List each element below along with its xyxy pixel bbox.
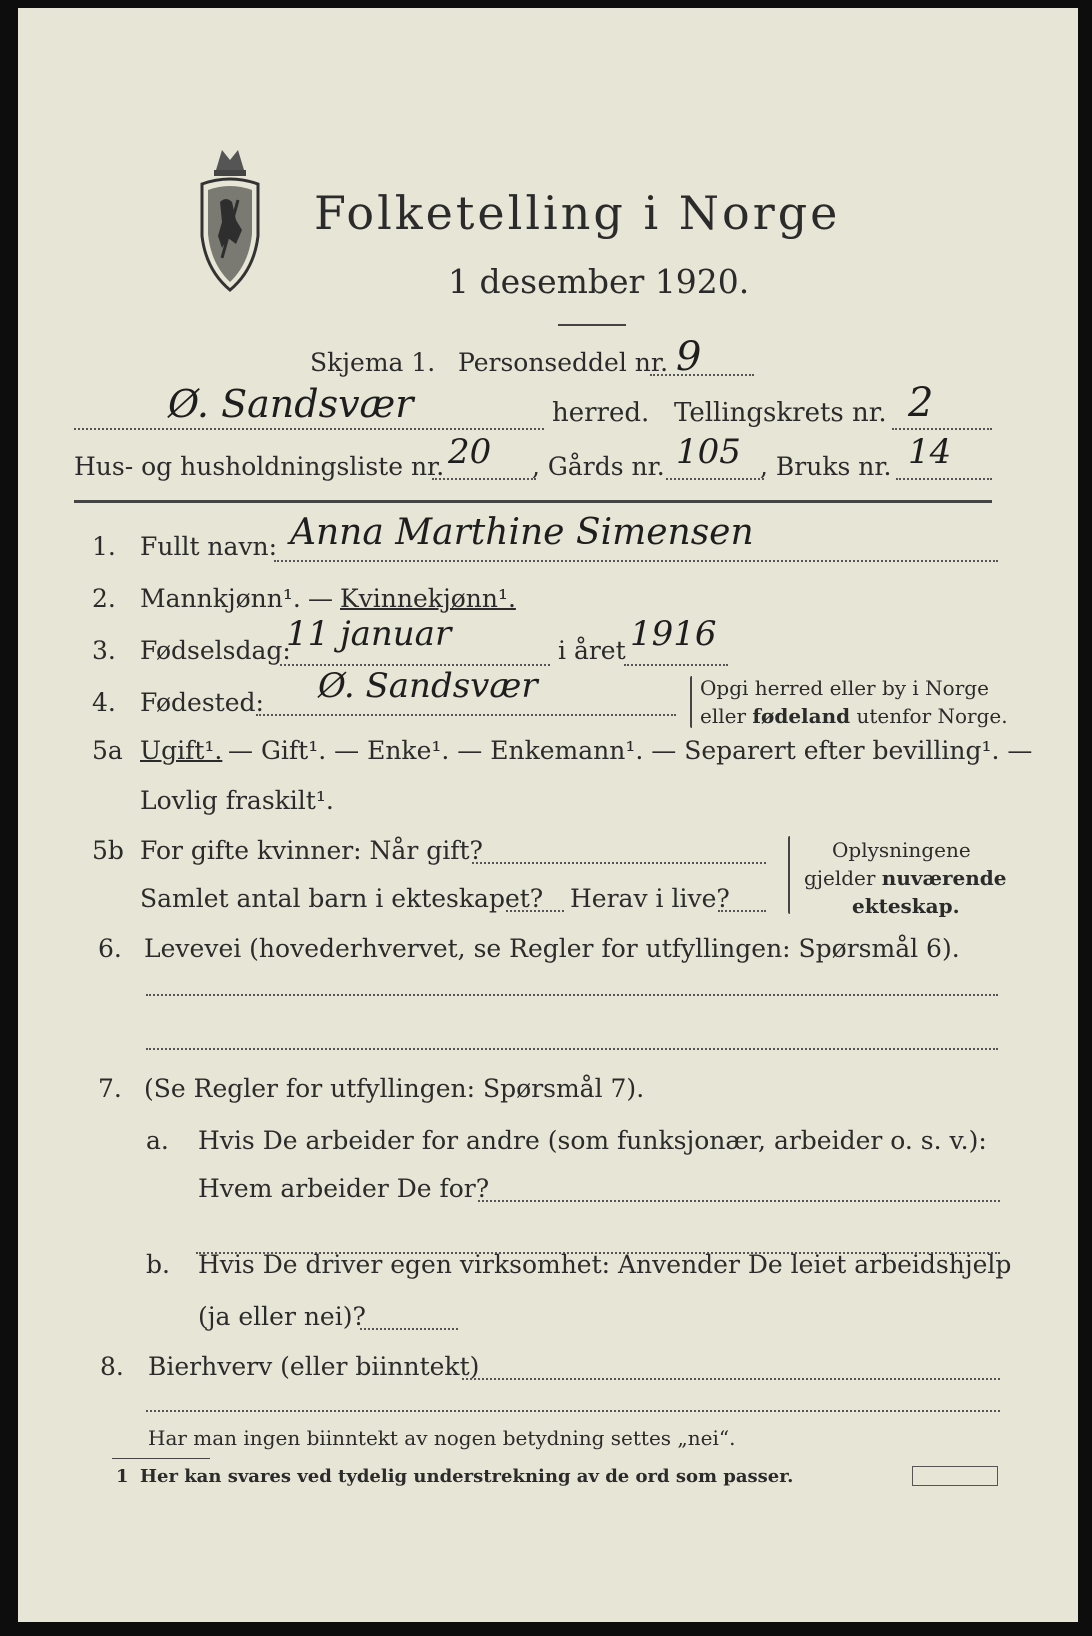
q6-label: Levevei (hovederhvervet, se Regler for utfyllingen: Spørsmål 6). — [144, 934, 960, 963]
footnote-divider — [112, 1458, 210, 1459]
children-line — [506, 910, 564, 912]
form-title: Folketelling i Norge — [314, 186, 841, 240]
tellingskrets-line — [892, 428, 992, 430]
alive-line — [718, 910, 766, 912]
q3-label: Fødselsdag: — [140, 636, 291, 665]
no-income-note: Har man ingen biinntekt av nogen betydning settes „nei“. — [148, 1426, 736, 1450]
personseddel-value: 9 — [676, 334, 702, 380]
q4-brace — [690, 676, 692, 728]
gards-line — [666, 478, 764, 480]
schema-label: Skjema 1. — [310, 348, 436, 377]
q2-separator: — — [308, 584, 333, 613]
census-form — [18, 8, 1078, 1622]
employer-line — [478, 1200, 1000, 1202]
bruks-line — [896, 478, 992, 480]
printer-stamp — [912, 1466, 998, 1486]
herred-label: herred. — [552, 398, 650, 428]
q4-note-line1: Opgi herred eller by i Norge — [700, 676, 989, 700]
birthday-value: 11 januar — [286, 614, 452, 654]
full-name-value: Anna Marthine Simensen — [290, 512, 754, 553]
q5b-number: 5b — [92, 836, 124, 865]
bruks-value: 14 — [908, 432, 952, 472]
q4-note-line2: eller fødeland utenfor Norge. — [700, 704, 1008, 728]
year-line — [624, 664, 728, 666]
q4-label: Fødested: — [140, 688, 264, 717]
q6-line-1 — [146, 994, 998, 996]
married-when-line — [472, 862, 766, 864]
hus-label: Hus- og husholdningsliste nr. — [74, 452, 445, 481]
tellingskrets-label: Tellingskrets nr. — [674, 398, 887, 428]
footnote-text: Her kan svares ved tydelig understrekning av de ord som passer. — [140, 1466, 794, 1487]
unmarried-option: Ugift¹. — [140, 736, 223, 765]
q6-number: 6. — [98, 934, 122, 963]
title-divider — [558, 324, 626, 326]
children-label: Samlet antal barn i ekteskapet? — [140, 884, 544, 913]
q5b-brace — [788, 836, 790, 914]
q7a-letter: a. — [146, 1126, 169, 1155]
personseddel-line — [650, 374, 754, 376]
q1-label: Fullt navn: — [140, 532, 278, 561]
q7-number: 7. — [98, 1074, 122, 1103]
employer-label: Hvem arbeider De for? — [198, 1174, 490, 1203]
q1-line — [274, 560, 998, 562]
marital-options: — Gift¹. — Enke¹. — Enkemann¹. — Separert efter bevilling¹. — — [228, 736, 1033, 765]
birth-year-value: 1916 — [630, 614, 717, 654]
header-divider — [74, 500, 992, 503]
male-option: Mannkjønn¹. — [140, 584, 301, 613]
coat-of-arms-icon — [192, 140, 268, 294]
q1-number: 1. — [92, 532, 116, 561]
gards-value: 105 — [676, 432, 741, 472]
q4-number: 4. — [92, 688, 116, 717]
q8-line-2 — [146, 1410, 1000, 1412]
q5b-note-line3: ekteskap. — [852, 894, 960, 918]
herred-value: Ø. Sandsvær — [168, 382, 414, 426]
q7b-label: Hvis De driver egen virksomhet: Anvender De leiet arbeidshjelp — [198, 1250, 1012, 1279]
q8-line — [462, 1378, 1000, 1380]
q3-number: 3. — [92, 636, 116, 665]
birthplace-value: Ø. Sandsvær — [318, 666, 538, 706]
alive-label: Herav i live? — [570, 884, 730, 913]
hired-help-line — [360, 1328, 458, 1330]
q5b-note-line1: Oplysningene — [832, 838, 971, 862]
gards-label: , Gårds nr. — [532, 452, 665, 481]
q7-label: (Se Regler for utfyllingen: Spørsmål 7). — [144, 1074, 645, 1103]
hired-help-label: (ja eller nei)? — [198, 1302, 366, 1331]
footnote-mark: 1 — [116, 1466, 129, 1487]
female-option: Kvinnekjønn¹. — [340, 584, 516, 613]
q5a-number: 5a — [92, 736, 123, 765]
q7b-letter: b. — [146, 1250, 170, 1279]
q2-number: 2. — [92, 584, 116, 613]
q5b-note-line2: gjelder nuværende — [804, 866, 1007, 890]
census-date: 1 desember 1920. — [448, 262, 750, 301]
q7a-label: Hvis De arbeider for andre (som funksjonær, arbeider o. s. v.): — [198, 1126, 987, 1155]
tellingskrets-value: 2 — [908, 380, 934, 426]
hus-line — [432, 478, 536, 480]
divorced-option: Lovlig fraskilt¹. — [140, 786, 334, 815]
personseddel-label: Personseddel nr. — [458, 348, 669, 377]
q4-line — [256, 714, 676, 716]
herred-line — [74, 428, 544, 430]
q8-number: 8. — [100, 1352, 124, 1381]
hus-value: 20 — [448, 432, 492, 472]
married-when-label: For gifte kvinner: Når gift? — [140, 836, 483, 865]
year-label: i året — [558, 636, 626, 665]
bruks-label: , Bruks nr. — [760, 452, 892, 481]
q6-line-2 — [146, 1048, 998, 1050]
q8-label: Bierhverv (eller biinntekt) — [148, 1352, 480, 1381]
